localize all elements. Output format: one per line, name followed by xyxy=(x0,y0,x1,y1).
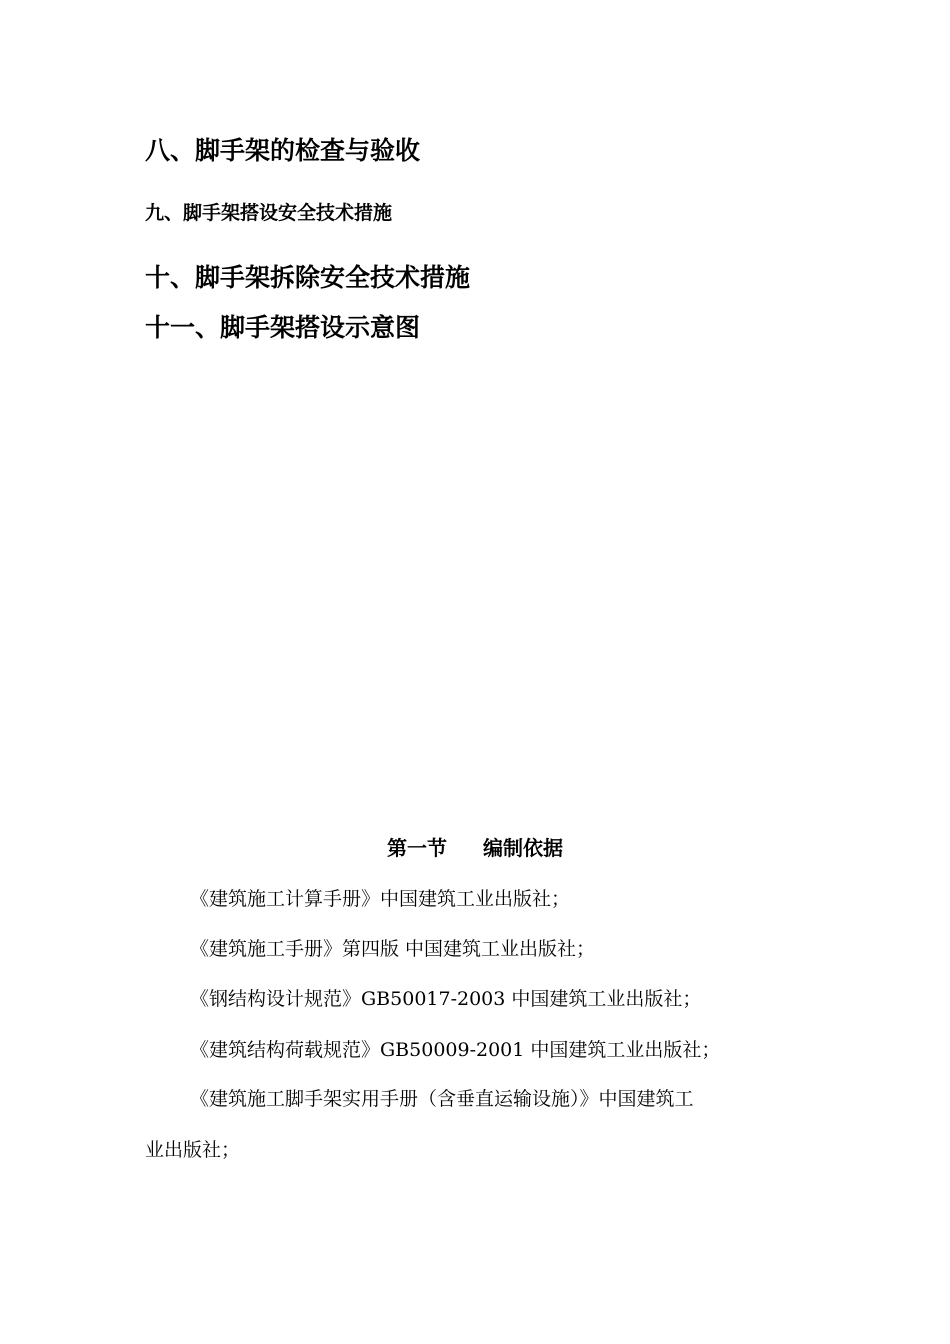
reference-item: 《钢结构设计规范》GB50017-2003 中国建筑工业出版社； xyxy=(190,988,702,1010)
section-number: 第一节 xyxy=(387,836,447,860)
toc-item-dismantling-safety-measures: 十、脚手架拆除安全技术措施 xyxy=(145,263,471,292)
section-title: 编制依据 xyxy=(483,836,563,860)
toc-item-erection-diagram: 十一、脚手架搭设示意图 xyxy=(145,313,421,342)
reference-item-continuation: 业出版社； xyxy=(145,1139,241,1161)
toc-item-erection-safety-measures: 九、脚手架搭设安全技术措施 xyxy=(145,202,393,224)
reference-item: 《建筑施工脚手架实用手册（含垂直运输设施）》中国建筑工 xyxy=(190,1088,694,1110)
section-heading xyxy=(0,838,950,858)
reference-item: 《建筑结构荷载规范》GB50009-2001 中国建筑工业出版社； xyxy=(190,1039,721,1061)
toc-item-inspection-acceptance: 八、脚手架的检查与验收 xyxy=(145,136,421,165)
reference-item: 《建筑施工计算手册》中国建筑工业出版社； xyxy=(190,888,571,910)
reference-item: 《建筑施工手册》第四版 中国建筑工业出版社； xyxy=(190,938,596,960)
